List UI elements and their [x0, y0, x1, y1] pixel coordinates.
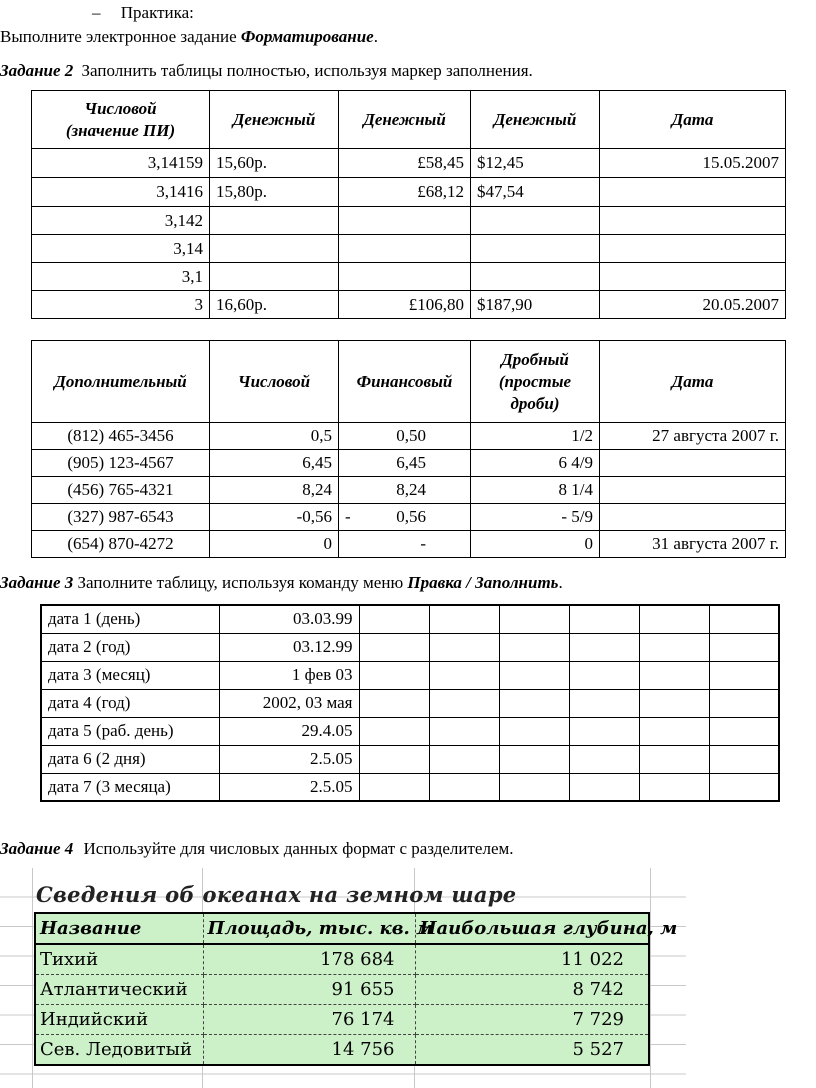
table-row — [32, 423, 786, 450]
cell: 03.12.99 — [219, 633, 359, 661]
task3-text: Заполните таблицу, используя команду меню — [73, 573, 408, 592]
table-row — [35, 1005, 649, 1035]
task4-label: Задание 4 — [0, 839, 74, 858]
header-money-3: Денежный — [471, 91, 600, 149]
menu-path: Правка / Заполнить — [407, 573, 559, 592]
cell — [210, 263, 339, 291]
exercise-prefix: Выполните электронное задание — [0, 27, 241, 46]
cell — [339, 263, 471, 291]
table-row — [32, 291, 786, 319]
cell: дата 4 (год) — [41, 689, 219, 717]
header-area: Площадь, тыс. кв. м — [203, 913, 415, 944]
cell: 6 4/9 — [471, 450, 600, 477]
cell: 0,5 — [210, 423, 339, 450]
cell: - — [339, 531, 471, 558]
cell: 03.03.99 — [219, 605, 359, 633]
task4-text: Используйте для числовых данных формат с разделителем. — [83, 839, 514, 858]
cell — [600, 263, 786, 291]
bullet: – — [92, 3, 101, 22]
cell: дата 5 (раб. день) — [41, 717, 219, 745]
table-row — [32, 477, 786, 504]
cell: 0 — [210, 531, 339, 558]
cell — [600, 504, 786, 531]
table-row — [35, 944, 649, 975]
task2-heading — [0, 60, 533, 82]
task3-label: Задание 3 — [0, 573, 74, 592]
cell: 8,24 — [210, 477, 339, 504]
cell: Сев. Ледовитый — [35, 1035, 203, 1066]
cell — [600, 450, 786, 477]
cell: 91 655 — [203, 975, 415, 1005]
table-row — [35, 1035, 649, 1066]
cell: 3,142 — [32, 207, 210, 235]
exercise-line — [0, 26, 378, 48]
spreadsheet-snippet — [0, 868, 686, 1088]
oceans-table — [34, 912, 678, 1066]
cell: 3,14159 — [32, 149, 210, 178]
cell: 29.4.05 — [219, 717, 359, 745]
cell — [471, 263, 600, 291]
cell: дата 1 (день) — [41, 605, 219, 633]
cell — [339, 235, 471, 263]
practice-line — [92, 2, 194, 24]
cell: (905) 123-4567 — [32, 450, 210, 477]
cell: 2.5.05 — [219, 745, 359, 773]
table-row — [41, 745, 779, 773]
cell: 11 022 — [415, 944, 649, 975]
table-row — [32, 207, 786, 235]
cell: 3 — [32, 291, 210, 319]
task4-heading — [0, 838, 514, 860]
cell: 8 1/4 — [471, 477, 600, 504]
task2-text: Заполнить таблицы полностью, используя маркер заполнения. — [81, 61, 533, 80]
cell: 0,50 — [339, 423, 471, 450]
cell: Атлантический — [35, 975, 203, 1005]
cell: 16,60р. — [210, 291, 339, 319]
cell: дата 3 (месяц) — [41, 661, 219, 689]
cell: (812) 465-3456 — [32, 423, 210, 450]
header-date: Дата — [600, 341, 786, 423]
table-row — [41, 773, 779, 801]
table-row — [32, 531, 786, 558]
cell: £68,12 — [339, 178, 471, 207]
header-money-2: Денежный — [339, 91, 471, 149]
cell: 3,14 — [32, 235, 210, 263]
cell — [339, 207, 471, 235]
cell: 2002, 03 мая — [219, 689, 359, 717]
task2-label: Задание 2 — [0, 61, 74, 80]
cell: 31 августа 2007 г. — [600, 531, 786, 558]
table-row — [32, 450, 786, 477]
cell: 178 684 — [203, 944, 415, 975]
cell: Тихий — [35, 944, 203, 975]
header-name: Название — [35, 913, 203, 944]
header-numeric: Числовой — [210, 341, 339, 423]
exercise-name: Форматирование — [240, 27, 374, 46]
header-fraction: Дробный (простые дроби) — [471, 341, 600, 423]
cell: 15,60р. — [210, 149, 339, 178]
cell — [600, 178, 786, 207]
cell: (327) 987-6543 — [32, 504, 210, 531]
cell — [210, 235, 339, 263]
cell: 15.05.2007 — [600, 149, 786, 178]
cell: - 5/9 — [471, 504, 600, 531]
table-header-row — [32, 91, 786, 149]
header-financial: Финансовый — [339, 341, 471, 423]
header-date: Дата — [600, 91, 786, 149]
cell: 0 — [471, 531, 600, 558]
cell: $187,90 — [471, 291, 600, 319]
cell: - 0,56 — [339, 504, 471, 531]
cell: 27 августа 2007 г. — [600, 423, 786, 450]
cell: £106,80 — [339, 291, 471, 319]
table-row — [32, 263, 786, 291]
cell: Индийский — [35, 1005, 203, 1035]
table-formats-2 — [31, 340, 786, 558]
cell: 6,45 — [339, 450, 471, 477]
cell: 5 527 — [415, 1035, 649, 1066]
cell: -0,56 — [210, 504, 339, 531]
table-row — [32, 149, 786, 178]
header-numeric: Числовой (значение ПИ) — [32, 91, 210, 149]
table-row — [41, 717, 779, 745]
cell: $12,45 — [471, 149, 600, 178]
cell — [600, 477, 786, 504]
table-header-row — [35, 913, 649, 944]
table-formats-1 — [31, 90, 786, 319]
table-row — [41, 605, 779, 633]
table-row — [41, 633, 779, 661]
cell — [210, 207, 339, 235]
cell: дата 7 (3 месяца) — [41, 773, 219, 801]
header-money-1: Денежный — [210, 91, 339, 149]
table-row — [32, 504, 786, 531]
cell: 8,24 — [339, 477, 471, 504]
cell: 15,80р. — [210, 178, 339, 207]
cell: дата 2 (год) — [41, 633, 219, 661]
cell — [600, 207, 786, 235]
cell — [471, 235, 600, 263]
cell: 7 729 — [415, 1005, 649, 1035]
cell: 20.05.2007 — [600, 291, 786, 319]
table-dates — [40, 604, 780, 802]
exercise-suffix: . — [373, 27, 378, 46]
cell: 3,1 — [32, 263, 210, 291]
cell: 1/2 — [471, 423, 600, 450]
table-row — [41, 689, 779, 717]
task3-heading — [0, 572, 563, 594]
cell: 2.5.05 — [219, 773, 359, 801]
table-row — [32, 178, 786, 207]
cell: 14 756 — [203, 1035, 415, 1066]
table-row — [35, 975, 649, 1005]
cell: 76 174 — [203, 1005, 415, 1035]
table-row — [41, 661, 779, 689]
cell: дата 6 (2 дня) — [41, 745, 219, 773]
header-additional: Дополнительный — [32, 341, 210, 423]
cell: 1 фев 03 — [219, 661, 359, 689]
cell: (456) 765-4321 — [32, 477, 210, 504]
cell: 3,1416 — [32, 178, 210, 207]
cell: 8 742 — [415, 975, 649, 1005]
oceans-title: Сведения об океанах на земном шаре — [36, 882, 517, 907]
cell: (654) 870-4272 — [32, 531, 210, 558]
cell — [600, 235, 786, 263]
cell: 6,45 — [210, 450, 339, 477]
table-row — [32, 235, 786, 263]
table-header-row — [32, 341, 786, 423]
task3-suffix: . — [558, 573, 563, 592]
cell: £58,45 — [339, 149, 471, 178]
cell — [471, 207, 600, 235]
cell: $47,54 — [471, 178, 600, 207]
header-depth: Наибольшая глубина, м — [415, 913, 649, 944]
practice-label: Практика: — [120, 3, 194, 22]
